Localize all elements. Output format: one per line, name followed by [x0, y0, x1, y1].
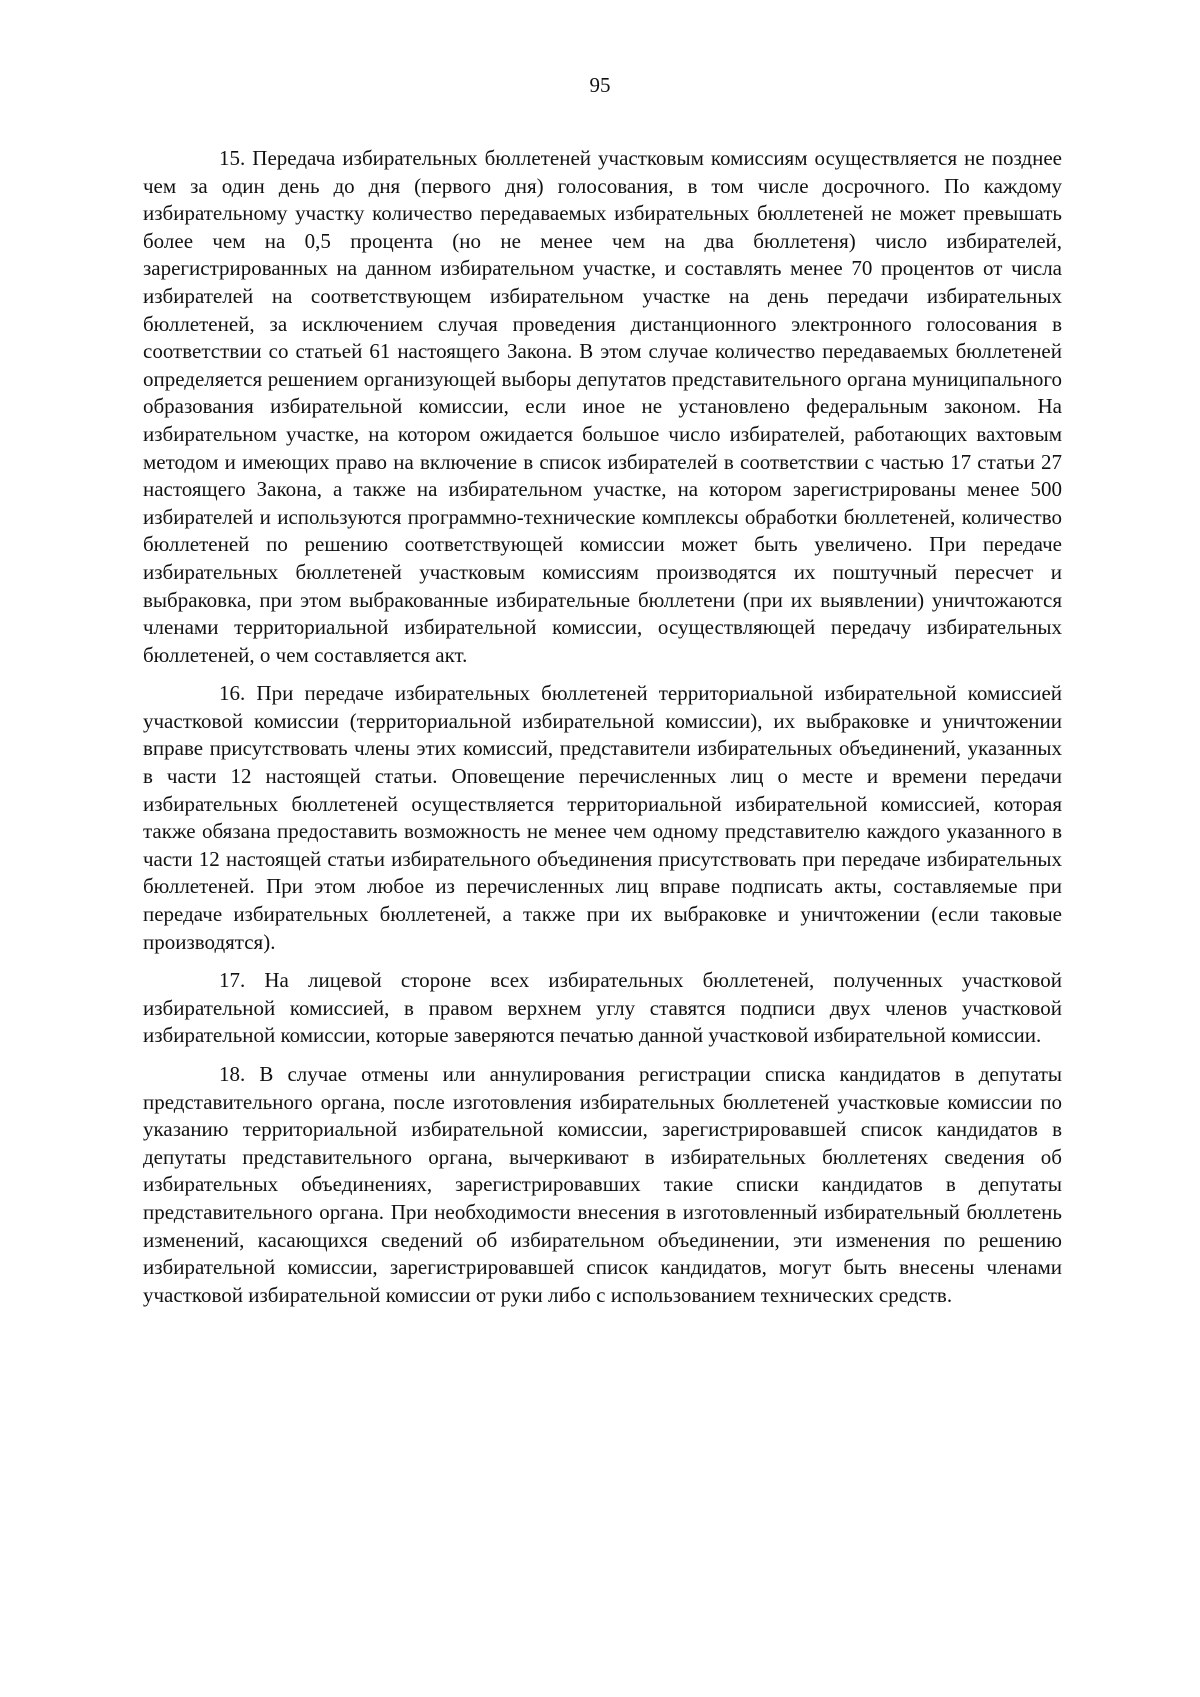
page-number: 95: [589, 73, 611, 97]
paragraph-18: 18. В случае отмены или аннулирования регистрации списка кандидатов в депутаты представительного органа, после изготовления избирательных бюллетеней участковые комиссии по указанию территориальной избирательной комиссии, зарегистрировавшей список кандидатов в депутаты представительного органа, вычеркивают в избирательных бюллетенях сведения об избирательных объединениях, зарегистрировавших такие списки кандидатов в депутаты представительного органа. При необходимости внесения в изготовленный избирательный бюллетень изменений, касающихся сведений об избирательном объединении, эти изменения по решению избирательной комиссии, зарегистрировавшей список кандидатов, могут быть внесены членами участковой избирательной комиссии от руки либо с использованием технических средств.: [143, 1062, 1062, 1307]
paragraph-15: 15. Передача избирательных бюллетеней участковым комиссиям осуществляется не позднее чем за один день до дня (первого дня) голосования, в том числе досрочного. По каждому избирательному участку количество передаваемых избирательных бюллетеней не может превышать более чем на 0,5 процента (но не менее чем на два бюллетеня) число избирателей, зарегистрированных на данном избирательном участке, и составлять менее 70 процентов от числа избирателей на соответствующем избирательном участке на день передачи избирательных бюллетеней, за исключением случая проведения дистанционного электронного голосования в соответствии со статьей 61 настоящего Закона. В этом случае количество передаваемых бюллетеней определяется решением организующей выборы депутатов представительного органа муниципального образования избирательной комиссии, если иное не установлено федеральным законом. На избирательном участке, на котором ожидается большое число избирателей, работающих вахтовым методом и имеющих право на включение в список избирателей в соответствии с частью 17 статьи 27 настоящего Закона, а также на избирательном участке, на котором зарегистрированы менее 500 избирателей и используются программно-технические комплексы обработки бюллетеней, количество бюллетеней по решению соответствующей комиссии может быть увеличено. При передаче избирательных бюллетеней участковым комиссиям производятся их поштучный пересчет и выбраковка, при этом выбракованные избирательные бюллетени (при их выявлении) уничтожаются членами территориальной избирательной комиссии, осуществляющей передачу избирательных бюллетеней, о чем составляется акт.: [143, 146, 1062, 667]
paragraph-16: 16. При передаче избирательных бюллетеней территориальной избирательной комиссией участковой комиссии (территориальной избирательной комиссии), их выбраковке и уничтожении вправе присутствовать члены этих комиссий, представители избирательных объединений, указанных в части 12 настоящей статьи. Оповещение перечисленных лиц о месте и времени передачи избирательных бюллетеней осуществляется территориальной избирательной комиссией, которая также обязана предоставить возможность не менее чем одному представителю каждого указанного в части 12 настоящей статьи избирательного объединения присутствовать при передаче избирательных бюллетеней. При этом любое из перечисленных лиц вправе подписать акты, составляемые при передаче избирательных бюллетеней, а также при их выбраковке и уничтожении (если таковые производятся).: [143, 681, 1062, 954]
document-body: [143, 145, 1062, 1320]
paragraph-17: 17. На лицевой стороне всех избирательных бюллетеней, полученных участковой избирательной комиссией, в правом верхнем углу ставятся подписи двух членов участковой избирательной комиссии, которые заверяются печатью данной участковой избирательной комиссии.: [143, 968, 1062, 1048]
